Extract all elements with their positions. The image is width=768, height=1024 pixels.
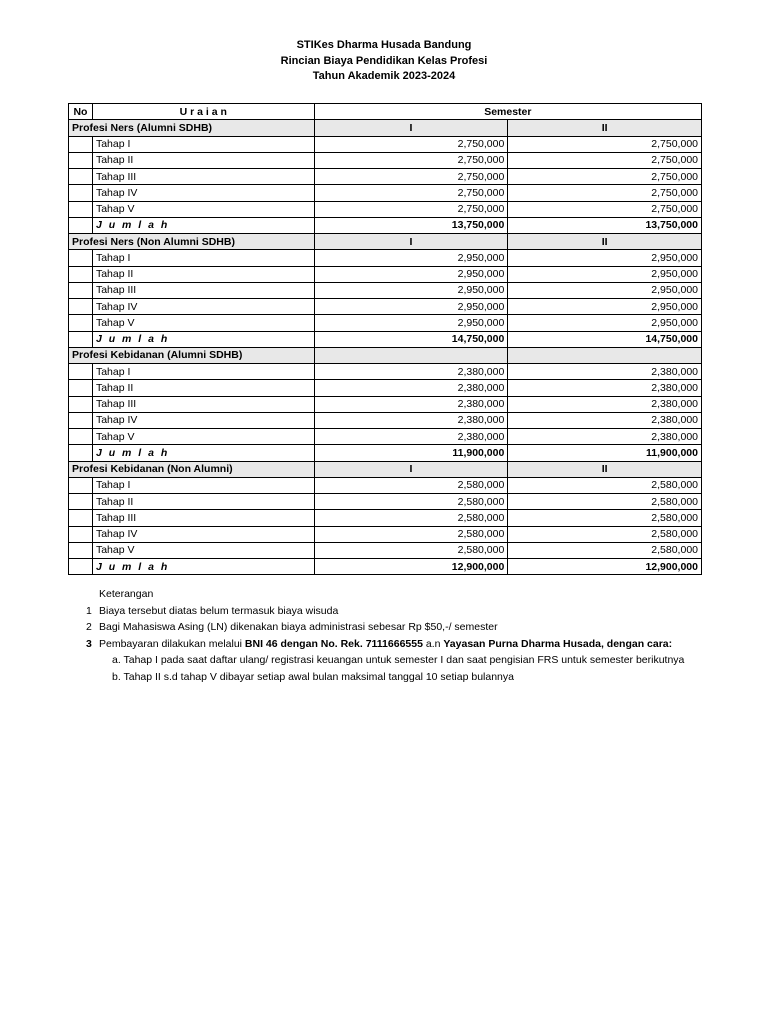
note-subitem-text: b. Tahap II s.d tahap V dibayar setiap awal bulan maksimal tanggal 10 setiap bulannya	[112, 670, 514, 683]
row-number-cell	[69, 429, 93, 445]
table-row	[69, 299, 702, 315]
row-label: Tahap V	[92, 315, 314, 331]
note-text-part: Pembayaran dilakukan melalui	[99, 637, 245, 650]
row-label: Tahap I	[92, 136, 314, 152]
row-number-cell	[69, 315, 93, 331]
semester-1-header: I	[314, 461, 508, 477]
section-title: Profesi Kebidanan (Non Alumni)	[69, 461, 315, 477]
semester-1-total: 13,750,000	[314, 217, 508, 233]
semester-2-amount: 2,750,000	[508, 169, 702, 185]
row-label: Tahap I	[92, 477, 314, 493]
row-number-cell	[69, 217, 93, 233]
row-label: Tahap I	[92, 250, 314, 266]
row-label: Tahap IV	[92, 185, 314, 201]
institution-name: STIKes Dharma Husada Bandung	[296, 39, 472, 51]
row-label: Tahap IV	[92, 412, 314, 428]
notes-section	[86, 586, 684, 685]
semester-1-amount: 2,380,000	[314, 412, 508, 428]
semester-1-header: I	[314, 234, 508, 250]
semester-2-header	[508, 347, 702, 363]
row-label: Tahap V	[92, 429, 314, 445]
semester-2-total: 12,900,000	[508, 559, 702, 575]
table-row	[69, 380, 702, 396]
semester-1-amount: 2,950,000	[314, 299, 508, 315]
semester-2-amount: 2,380,000	[508, 364, 702, 380]
table-row	[69, 429, 702, 445]
total-label: J u m l a h	[92, 331, 314, 347]
semester-2-amount: 2,580,000	[508, 526, 702, 542]
semester-2-amount: 2,750,000	[508, 152, 702, 168]
note-number: 1	[86, 604, 92, 617]
semester-1-amount: 2,580,000	[314, 510, 508, 526]
row-number-cell	[69, 169, 93, 185]
account-holder: Yayasan Purna Dharma Husada, dengan cara:	[443, 637, 673, 650]
semester-1-amount: 2,950,000	[314, 250, 508, 266]
row-number-cell	[69, 250, 93, 266]
section-header-row	[69, 461, 702, 477]
total-row	[69, 559, 702, 575]
total-label: J u m l a h	[92, 445, 314, 461]
row-number-cell	[69, 526, 93, 542]
row-label: Tahap V	[92, 542, 314, 558]
row-number-cell	[69, 396, 93, 412]
semester-1-total: 14,750,000	[314, 331, 508, 347]
academic-year: Tahun Akademik 2023-2024	[312, 70, 456, 82]
table-row	[69, 315, 702, 331]
semester-2-amount: 2,750,000	[508, 185, 702, 201]
total-label: J u m l a h	[92, 217, 314, 233]
row-number-cell	[69, 445, 93, 461]
table-row	[69, 250, 702, 266]
semester-1-total: 11,900,000	[314, 445, 508, 461]
semester-1-amount: 2,750,000	[314, 136, 508, 152]
table-row	[69, 526, 702, 542]
section-header-row	[69, 120, 702, 136]
note-number: 2	[86, 621, 92, 633]
semester-1-amount: 2,950,000	[314, 266, 508, 282]
table-row	[69, 282, 702, 298]
note-number: 3	[86, 637, 92, 650]
semester-1-amount: 2,380,000	[314, 364, 508, 380]
section-title: Profesi Kebidanan (Alumni SDHB)	[69, 347, 315, 363]
semester-2-amount: 2,950,000	[508, 282, 702, 298]
semester-2-amount: 2,380,000	[508, 412, 702, 428]
section-header-row	[69, 234, 702, 250]
semester-2-amount: 2,950,000	[508, 250, 702, 266]
note-item	[86, 619, 684, 636]
semester-1-amount: 2,750,000	[314, 152, 508, 168]
row-label: Tahap II	[92, 380, 314, 396]
table-row	[69, 201, 702, 217]
semester-2-amount: 2,380,000	[508, 396, 702, 412]
table-row	[69, 542, 702, 558]
row-number-cell	[69, 364, 93, 380]
semester-2-amount: 2,950,000	[508, 299, 702, 315]
semester-2-amount: 2,580,000	[508, 510, 702, 526]
semester-1-amount: 2,380,000	[314, 380, 508, 396]
semester-1-amount: 2,580,000	[314, 526, 508, 542]
note-text: Bagi Mahasiswa Asing (LN) dikenakan biaya administrasi sebesar Rp $50,-/ semester	[99, 621, 498, 633]
semester-1-amount: 2,580,000	[314, 477, 508, 493]
row-number-cell	[69, 542, 93, 558]
note-item	[86, 603, 684, 620]
section-header-row	[69, 347, 702, 363]
semester-2-total: 14,750,000	[508, 331, 702, 347]
semester-1-total: 12,900,000	[314, 559, 508, 575]
semester-2-amount: 2,750,000	[508, 201, 702, 217]
table-row	[69, 510, 702, 526]
semester-2-amount: 2,950,000	[508, 315, 702, 331]
table-row	[69, 477, 702, 493]
row-label: Tahap II	[92, 266, 314, 282]
row-label: Tahap III	[92, 510, 314, 526]
row-label: Tahap IV	[92, 526, 314, 542]
semester-2-amount: 2,580,000	[508, 494, 702, 510]
semester-1-amount: 2,750,000	[314, 169, 508, 185]
row-label: Tahap II	[92, 152, 314, 168]
table-row	[69, 185, 702, 201]
table-row	[69, 136, 702, 152]
note-text: Biaya tersebut diatas belum termasuk biaya wisuda	[99, 604, 339, 617]
semester-2-total: 13,750,000	[508, 217, 702, 233]
total-row	[69, 331, 702, 347]
semester-1-amount: 2,950,000	[314, 315, 508, 331]
table-row	[69, 494, 702, 510]
notes-heading: Keterangan	[99, 588, 154, 600]
table-header-row	[69, 104, 702, 120]
semester-2-amount: 2,950,000	[508, 266, 702, 282]
semester-2-amount: 2,580,000	[508, 477, 702, 493]
row-number-cell	[69, 185, 93, 201]
row-label: Tahap IV	[92, 299, 314, 315]
row-number-cell	[69, 266, 93, 282]
note-subitem-text: a. Tahap I pada saat daftar ulang/ registrasi keuangan untuk semester I dan saat pengisian FRS untuk semester berikutnya	[112, 654, 685, 666]
col-semester-header: Semester	[314, 104, 701, 120]
fee-table	[68, 103, 702, 575]
total-label: J u m l a h	[92, 559, 314, 575]
table-row	[69, 152, 702, 168]
row-number-cell	[69, 494, 93, 510]
note-text	[99, 636, 672, 653]
document-title: Rincian Biaya Pendidikan Kelas Profesi	[280, 54, 488, 67]
semester-2-amount: 2,580,000	[508, 542, 702, 558]
note-subitem-b	[86, 669, 684, 686]
semester-2-header: II	[508, 234, 702, 250]
total-row	[69, 445, 702, 461]
col-no-header: No	[69, 104, 93, 120]
table-row	[69, 396, 702, 412]
document-header	[0, 38, 768, 85]
col-uraian-header: U r a i a n	[92, 104, 314, 120]
note-subitem-a	[86, 652, 684, 669]
bank-account: BNI 46 dengan No. Rek. 7111666555	[244, 637, 423, 650]
semester-1-amount: 2,750,000	[314, 201, 508, 217]
note-text-part: a.n	[422, 637, 444, 650]
row-number-cell	[69, 201, 93, 217]
semester-1-amount: 2,580,000	[314, 494, 508, 510]
semester-1-amount: 2,380,000	[314, 429, 508, 445]
semester-2-total: 11,900,000	[508, 445, 702, 461]
row-label: Tahap III	[92, 396, 314, 412]
semester-1-amount: 2,380,000	[314, 396, 508, 412]
semester-1-amount: 2,750,000	[314, 185, 508, 201]
table-row	[69, 169, 702, 185]
section-title: Profesi Ners (Alumni SDHB)	[69, 120, 315, 136]
total-row	[69, 217, 702, 233]
row-number-cell	[69, 282, 93, 298]
semester-2-amount: 2,380,000	[508, 429, 702, 445]
row-label: Tahap III	[92, 169, 314, 185]
section-title: Profesi Ners (Non Alumni SDHB)	[69, 234, 315, 250]
row-label: Tahap I	[92, 364, 314, 380]
row-number-cell	[69, 510, 93, 526]
row-number-cell	[69, 477, 93, 493]
table-row	[69, 266, 702, 282]
note-item	[86, 636, 684, 653]
row-number-cell	[69, 331, 93, 347]
row-number-cell	[69, 299, 93, 315]
semester-1-amount: 2,580,000	[314, 542, 508, 558]
row-label: Tahap III	[92, 282, 314, 298]
row-number-cell	[69, 380, 93, 396]
row-number-cell	[69, 152, 93, 168]
row-label: Tahap V	[92, 201, 314, 217]
semester-2-header: II	[508, 120, 702, 136]
semester-1-header: I	[314, 120, 508, 136]
row-number-cell	[69, 412, 93, 428]
semester-2-amount: 2,380,000	[508, 380, 702, 396]
row-label: Tahap II	[92, 494, 314, 510]
row-number-cell	[69, 136, 93, 152]
row-number-cell	[69, 559, 93, 575]
notes-heading-row	[86, 586, 684, 603]
table-row	[69, 364, 702, 380]
table-row	[69, 412, 702, 428]
semester-1-amount: 2,950,000	[314, 282, 508, 298]
semester-2-header: II	[508, 461, 702, 477]
semester-1-header	[314, 347, 508, 363]
semester-2-amount: 2,750,000	[508, 136, 702, 152]
